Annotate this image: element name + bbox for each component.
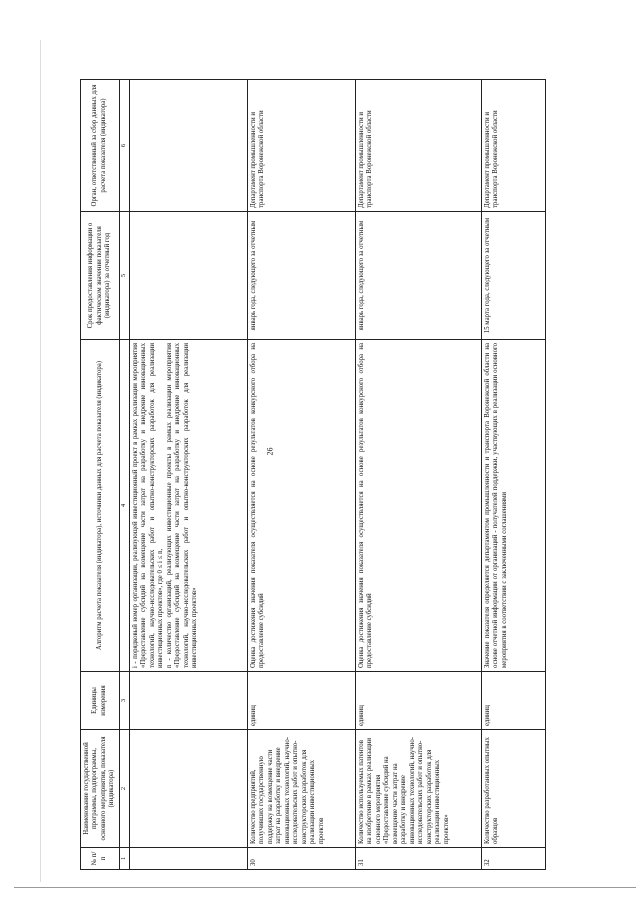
row-algorithm: Оценка достижения значения показателя осуществляется на основе результатов конкурсного отбора на предоставление субсидий xyxy=(247,340,355,672)
row-algorithm: Оценка достижения значения показателя осуществляется на основе результатов конкурсного отбора на предоставление субсидий xyxy=(355,340,481,672)
table-row xyxy=(355,80,481,870)
row-name: Количество разработанных опытных образцов xyxy=(481,730,545,848)
scan-bottom-line xyxy=(14,887,636,888)
row-unit: единиц xyxy=(247,672,355,730)
col-number: 6 xyxy=(119,80,129,212)
row-responsible: Департамент промышленности и транспорта Воронежской области xyxy=(355,80,481,212)
table-row xyxy=(481,80,545,870)
col-number: 5 xyxy=(119,212,129,340)
table-row-continuation xyxy=(129,80,247,870)
row-responsible: Департамент промышленности и транспорта Воронежской области xyxy=(247,80,355,212)
col-number: 3 xyxy=(119,672,129,730)
header-col-unit: Единицы измерения xyxy=(81,672,120,730)
row-unit: единиц xyxy=(481,672,545,730)
row-name: Количество предприятий, получивших государственную поддержку на возмещение части затрат на разработку и внедрение инновационных технологий, научно-исследовательских работ и опытно-конструкторских разработок для реализации инвестиционных проектов xyxy=(247,730,355,848)
row-deadline: январь года, следующего за отчетным xyxy=(355,212,481,340)
row-num: 32 xyxy=(481,848,545,870)
scan-edge xyxy=(40,40,41,882)
header-col-num: № п/п xyxy=(81,848,120,870)
row-name: Количество используемых патентов на изобретение в рамках реализации основного мероприятия «Предоставление субсидий на возмещение части затрат на разработку и внедрение инновационных технологий, научно-исследовательских работ и опытно-конструкторских разработок для реализации инвестиционных проектов» xyxy=(355,730,481,848)
header-col-name: Наименование государственной программы, подпрограммы, основного мероприятия, показателя (индикатора) xyxy=(81,730,120,848)
row-num: 30 xyxy=(247,848,355,870)
col-number: 2 xyxy=(119,730,129,848)
rotated-page xyxy=(80,80,550,870)
continuation-text: i - порядковый номер организации, реализующей инвестиционный проект в рамках реализации мероприятия «Предоставление субсидий на возмещение части затрат на разработку и внедрение инновационных технологий, научно-исследовательских работ и опытно-конструкторских разработок для реализации инвестиционных проектов», где 0 ≤ i ≤ n, n - количество организаций, реализующих инвестиционные проекты в рамках реализации мероприятия «Предоставление субсидий на возмещение части затрат на разработку и внедрение инновационных технологий, научно-исследовательских работ и опытно-конструкторских разработок для реализации инвестиционных проектов» xyxy=(129,340,247,672)
table-header-row xyxy=(81,80,120,870)
header-col-algorithm: Алгоритм расчета показателя (индикатора), источники данных для расчета показателя (индикатора) xyxy=(81,340,120,672)
col-number: 4 xyxy=(119,340,129,672)
row-num: 31 xyxy=(355,848,481,870)
header-col-responsible: Орган, ответственный за сбор данных для расчета показателя (индикатора) xyxy=(81,80,120,212)
indicators-table xyxy=(80,79,546,870)
col-number: 1 xyxy=(119,848,129,870)
row-deadline: январь года, следующего за отчетным xyxy=(247,212,355,340)
header-col-deadline: Срок предоставления информации о фактическом значении показателя (индикатора) за отчетный год xyxy=(81,212,120,340)
row-unit: единиц xyxy=(355,672,481,730)
row-responsible: Департамент промышленности и транспорта Воронежской области xyxy=(481,80,545,212)
column-number-row xyxy=(119,80,129,870)
page-number: 26 xyxy=(265,447,275,456)
table-row xyxy=(247,80,355,870)
row-algorithm: Значение показателя определяется департаментом промышленности и транспорта Воронежской области на основе отчетной информации от организаций - получателей поддержки, участвующих в реализации основного мероприятия в соответствии с заключенными соглашениями xyxy=(481,340,545,672)
row-deadline: 15 марта года, следующего за отчетным xyxy=(481,212,545,340)
